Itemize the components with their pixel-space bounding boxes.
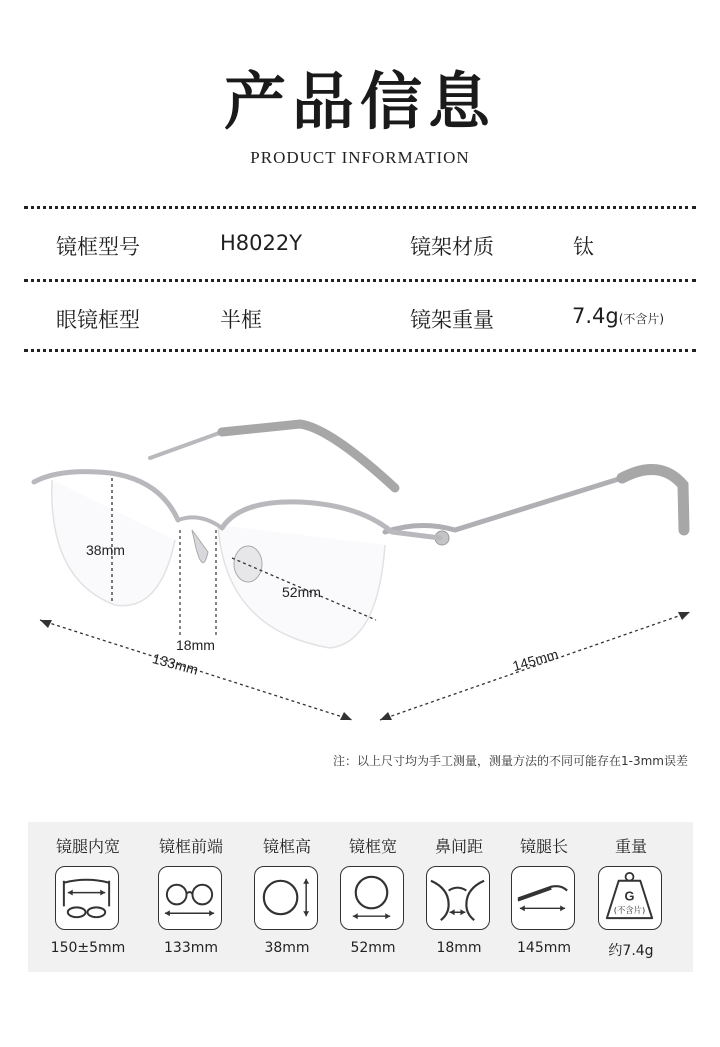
measure-label: 镜框宽 (348, 837, 397, 856)
lens-width-icon (340, 866, 404, 930)
weight-icon-text: (不含片) (613, 905, 646, 916)
measure-value: 52mm (350, 940, 396, 956)
measurement-panel (28, 822, 693, 972)
measure-weight (591, 822, 671, 972)
weight-icon (598, 866, 662, 930)
measure-inner-width (48, 822, 128, 972)
nose-pad-right (234, 546, 262, 582)
page-title: 产品信息 (223, 65, 496, 138)
arrow-temple-right (678, 612, 690, 620)
measure-value: 18mm (436, 940, 482, 956)
bridge-bar (178, 517, 222, 528)
measure-label: 镜腿长 (519, 837, 568, 856)
measure-value: 133mm (164, 940, 218, 956)
spec-model-label: 镜框型号 (56, 235, 140, 259)
measure-label: 镜框高 (262, 837, 311, 856)
measurement-note: 注：以上尺寸均为手工测量，测量方法的不同可能存在1-3mm误差 (333, 754, 688, 768)
dim-temple-length: 145mm (510, 645, 560, 675)
divider-middle (24, 279, 696, 282)
bridge-icon (426, 866, 490, 930)
measure-label: 镜腿内宽 (55, 837, 120, 856)
far-temple-tip (222, 424, 395, 488)
front-width-icon (158, 866, 222, 930)
measure-front-width (151, 822, 231, 972)
dim-lens-height: 38mm (86, 542, 125, 558)
page-subtitle: PRODUCT INFORMATION (250, 148, 470, 167)
arrow-front-right (340, 712, 352, 720)
divider-top (24, 206, 696, 209)
weight-icon-letter: G (624, 888, 635, 904)
divider-bottom (24, 349, 696, 352)
arrow-front-left (40, 620, 52, 628)
weight-note-text: (不含片) (618, 312, 665, 326)
lens-height-icon (254, 866, 318, 930)
glasses-illustration (0, 380, 720, 740)
spec-material-value: 钛 (573, 235, 594, 259)
spec-material-label: 镜架材质 (410, 235, 494, 259)
dim-lens-width: 52mm (282, 584, 321, 600)
temple-length-icon (511, 866, 575, 930)
measure-value: 38mm (264, 940, 310, 956)
spec-weight-value (572, 304, 664, 328)
arrow-temple-left (380, 712, 392, 720)
near-temple (385, 478, 622, 532)
measure-value: 约7.4g (608, 943, 654, 959)
spec-model-value: H8022Y (220, 231, 303, 255)
dim-front-width: 133mm (150, 650, 200, 678)
measure-bridge (419, 822, 499, 972)
spec-weight-label: 镜架重量 (410, 308, 494, 332)
measure-lens-width (333, 822, 413, 972)
dim-bridge: 18mm (176, 637, 215, 653)
measure-lens-height (247, 822, 327, 972)
far-temple (150, 432, 222, 458)
measure-temple-length (504, 822, 584, 972)
nose-pad-left (192, 530, 208, 563)
weight-value-text: 7.4g (572, 304, 619, 328)
measure-value: 150±5mm (50, 940, 126, 956)
measure-label: 镜框前端 (158, 837, 223, 856)
measure-label: 重量 (614, 837, 647, 856)
inner-width-icon (55, 866, 119, 930)
spec-frame-type-label: 眼镜框型 (56, 308, 140, 332)
near-temple-tip (622, 469, 684, 530)
measure-label: 鼻间距 (434, 837, 483, 856)
measure-value: 145mm (517, 940, 571, 956)
spec-frame-type-value: 半框 (220, 308, 262, 332)
